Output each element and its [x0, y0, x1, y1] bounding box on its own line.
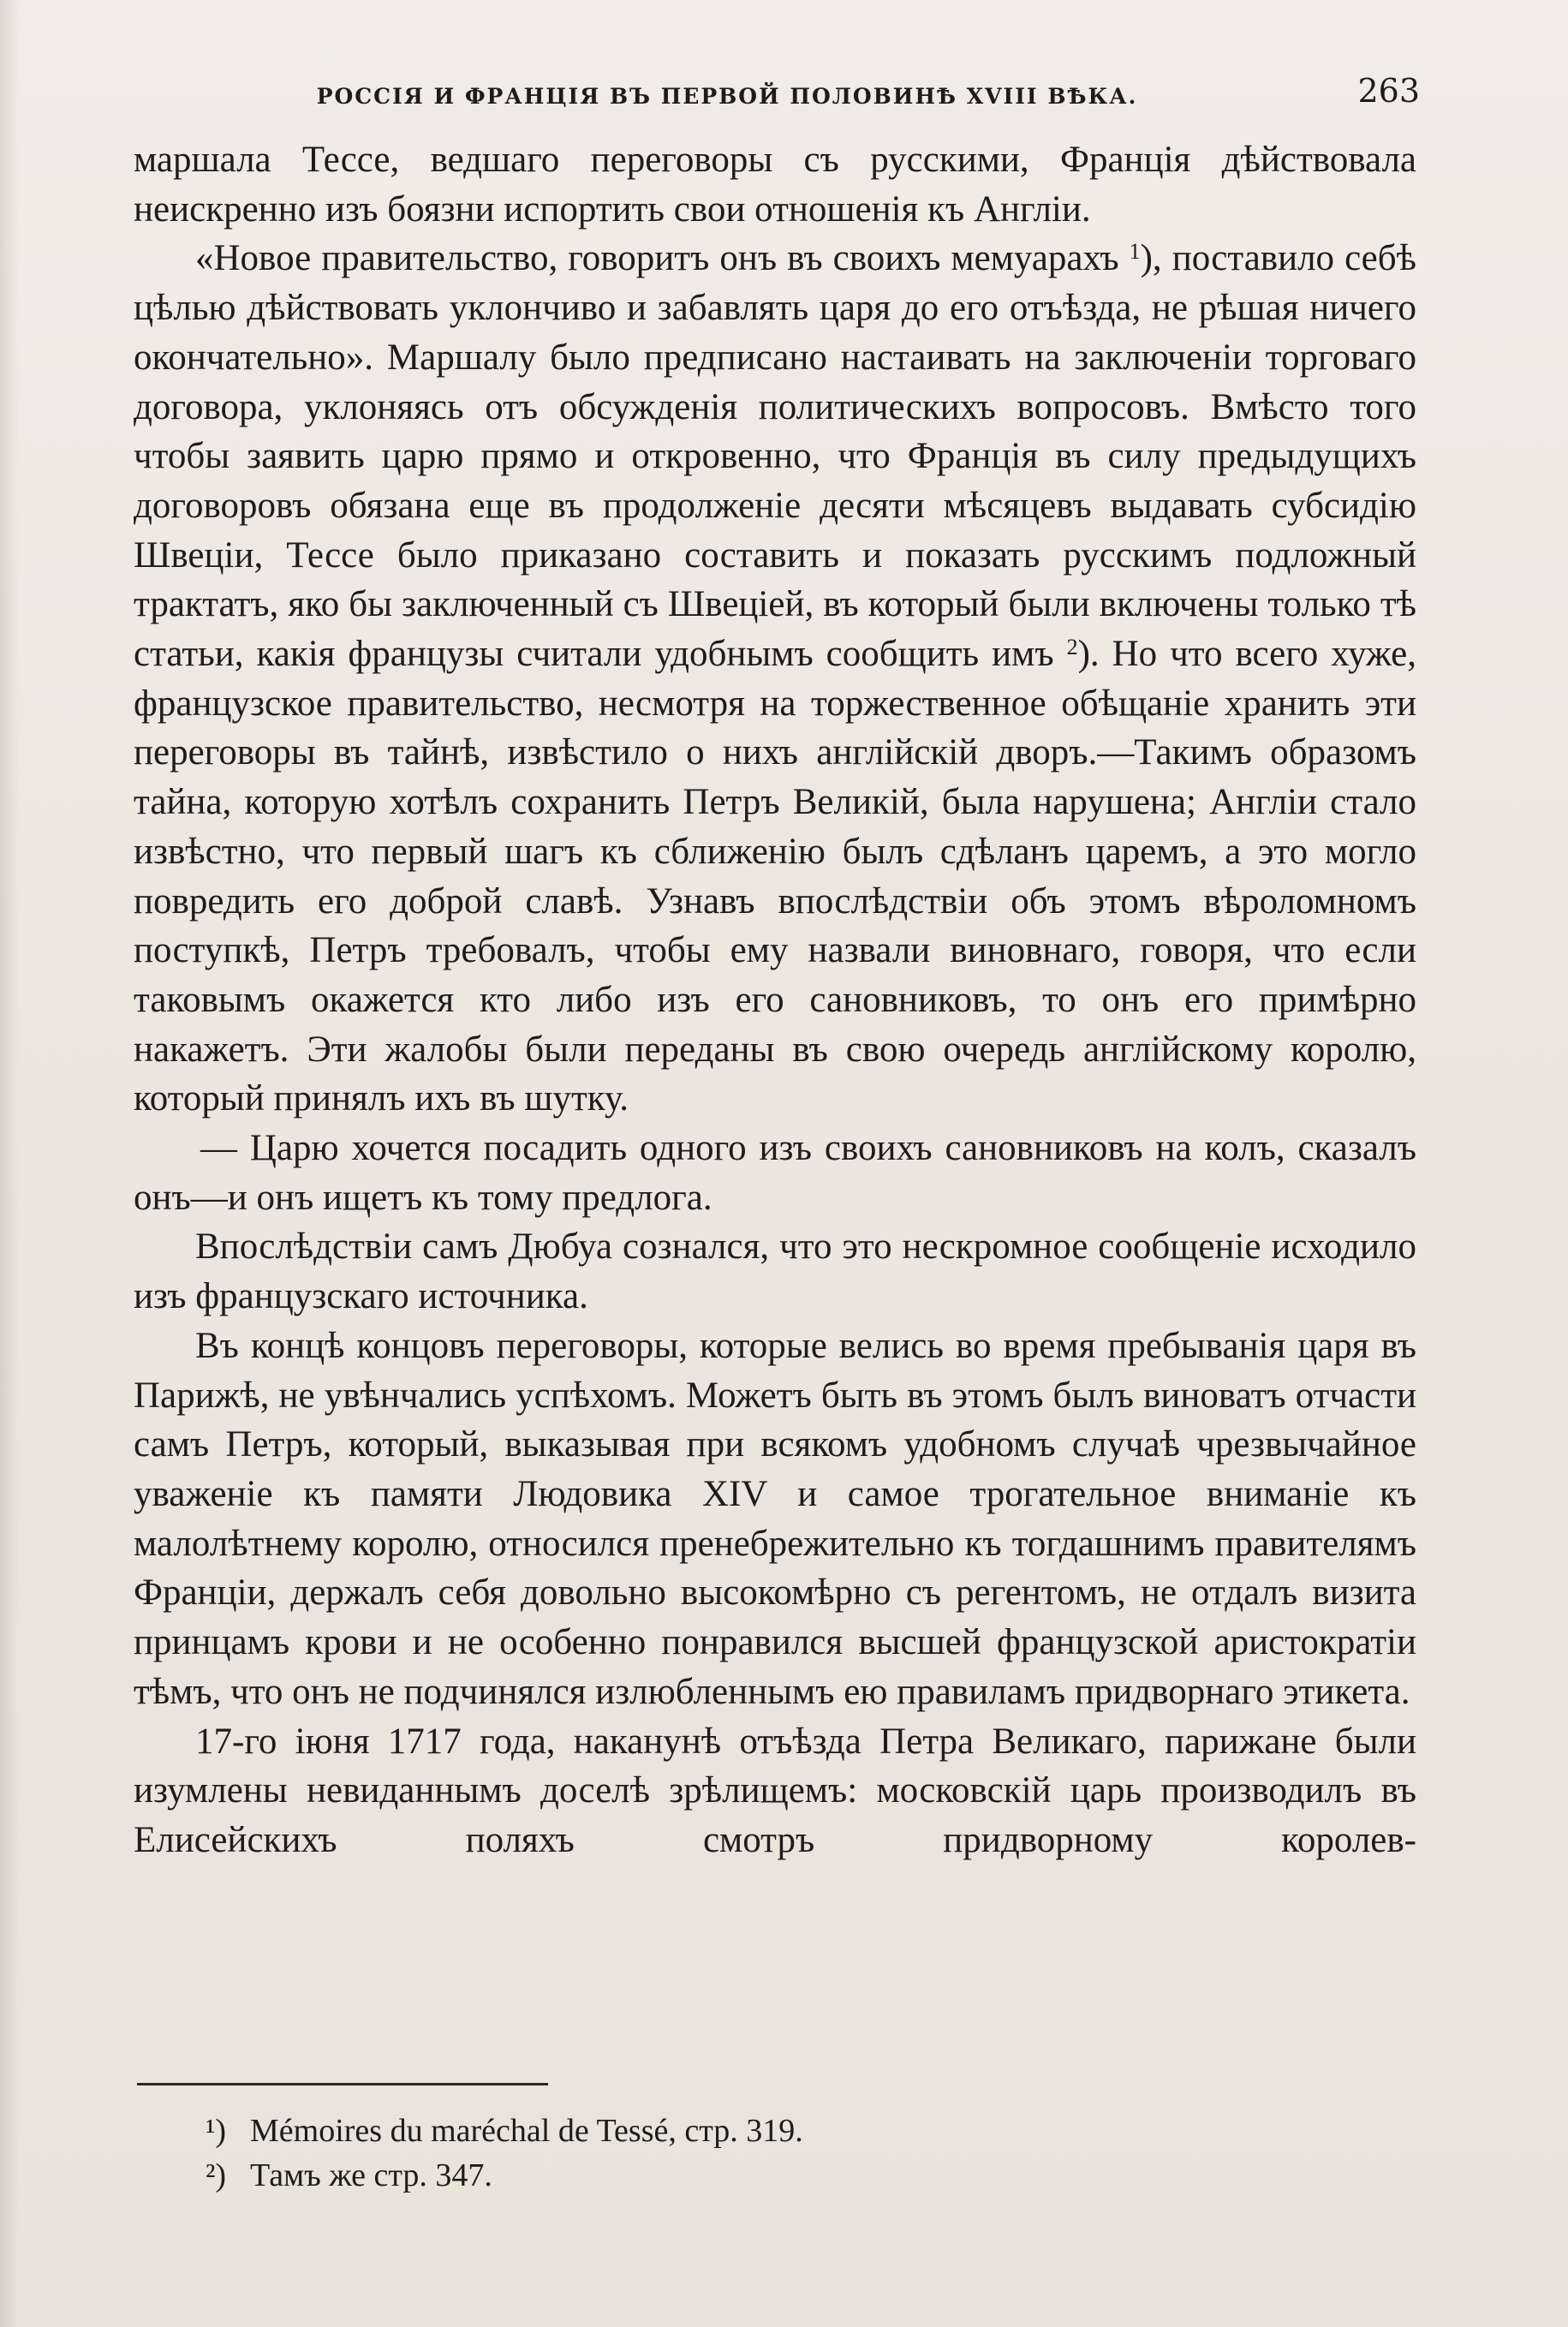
paragraph-2-part-b: ), поставило себѣ цѣлью дѣйствовать уклончиво и забавлять царя до его отъѣзда, не рѣшая ничего окончательно». Маршалу было предписано настаивать на заключеніи торговаго договора, уклоняясь отъ обсужденія политическихъ вопросовъ. Вмѣсто того чтобы заявить царю прямо и откровенно, что Франція въ силу предыдущихъ договоровъ обязана еще въ продолженіе десяти мѣсяцевъ выдавать субсидію Швеціи, Тессе было приказано составить и показать русскимъ подложный трактатъ, яко бы заключенный съ Швеціей, въ который были включены только тѣ статьи, какія французы считали удобнымъ сообщить имъ: [134, 238, 1416, 675]
page-number: 263: [1357, 72, 1420, 110]
running-head: РОССІЯ И ФРАНЦІЯ ВЪ ПЕРВОЙ ПОЛОВИНѢ XVIII ВѢКА.: [316, 84, 1138, 109]
page-header: [137, 72, 1420, 123]
footnotes: [206, 2109, 1233, 2198]
paragraph-4: Впослѣдствіи самъ Дюбуа сознался, что это нескромное сообщеніе исходило изъ французскаго источника.: [134, 1226, 1416, 1317]
footnote-text: Тамъ же стр. 347.: [250, 2157, 492, 2193]
paragraph-3: — Царю хочется посадить одного изъ своихъ сановниковъ на колъ, сказалъ онъ—и онъ ищетъ къ тому предлога.: [134, 1128, 1416, 1218]
footnote-rule: [137, 2083, 548, 2085]
paragraph-2-part-c: ). Но что всего хуже, французское правительство, несмотря на торжественное обѣщаніе хранить эти переговоры въ тайнѣ, извѣстило о нихъ англійскій дворъ.—Такимъ образомъ тайна, которую хотѣлъ сохранить Петръ Великій, была нарушена; Англіи стало извѣстно, что первый шагъ къ сближенію былъ сдѣланъ царемъ, а это могло повредить его доброй славѣ. Узнавъ впослѣдствіи объ этомъ вѣроломномъ поступкѣ, Петръ требовалъ, чтобы ему назвали виновнаго, говоря, что если таковымъ окажется кто либо изъ его сановниковъ, то онъ его примѣрно накажетъ. Эти жалобы были переданы въ свою очередь англійскому королю, который принялъ ихъ въ шутку.: [134, 634, 1416, 1119]
footnote-text: Mémoires du maréchal de Tessé, стр. 319.: [250, 2113, 803, 2149]
footnote-1: [206, 2109, 1233, 2153]
footnote-mark: ²): [206, 2157, 227, 2193]
paragraph-2: [134, 234, 1416, 1124]
paragraph-5: Въ концѣ концовъ переговоры, которые велись во время пребыванія царя въ Парижѣ, не увѣнчались успѣхомъ. Можетъ быть въ этомъ былъ виноватъ отчасти самъ Петръ, который, выказывая при всякомъ удобномъ случаѣ чрезвычайное уваженіе къ памяти Людовика XIV и самое трогательное вниманіе къ малолѣтнему королю, относился пренебрежительно къ тогдашнимъ правителямъ Франціи, держалъ себя довольно высокомѣрно съ регентомъ, не отдалъ визита принцамъ крови и не особенно понравился высшей французской аристократіи тѣмъ, что онъ не подчинялся излюбленнымъ ею правиламъ придворнаго этикета.: [134, 1325, 1416, 1712]
paragraph-6: 17-го іюня 1717 года, наканунѣ отъѣзда Петра Великаго, парижане были изумлены невиданнымъ доселѣ зрѣлищемъ: московскій царь производилъ въ Елисейскихъ поляхъ смотръ придворному королев-: [134, 1721, 1416, 1860]
paragraph-2-part-a: «Новое правительство, говоритъ онъ въ своихъ мемуарахъ: [195, 238, 1130, 279]
page-fold-shadow: [0, 0, 19, 2327]
footnote-ref-1[interactable]: 1: [1129, 239, 1141, 265]
footnote-2: [206, 2153, 1233, 2198]
paragraph-1: маршала Тессе, ведшаго переговоры съ русскими, Франція дѣйствовала неискренно изъ боязни испортить свои отношенія къ Англіи.: [134, 140, 1416, 230]
body-text: [134, 135, 1416, 1865]
footnote-ref-2[interactable]: 2: [1066, 635, 1078, 660]
footnote-mark: ¹): [206, 2113, 227, 2149]
